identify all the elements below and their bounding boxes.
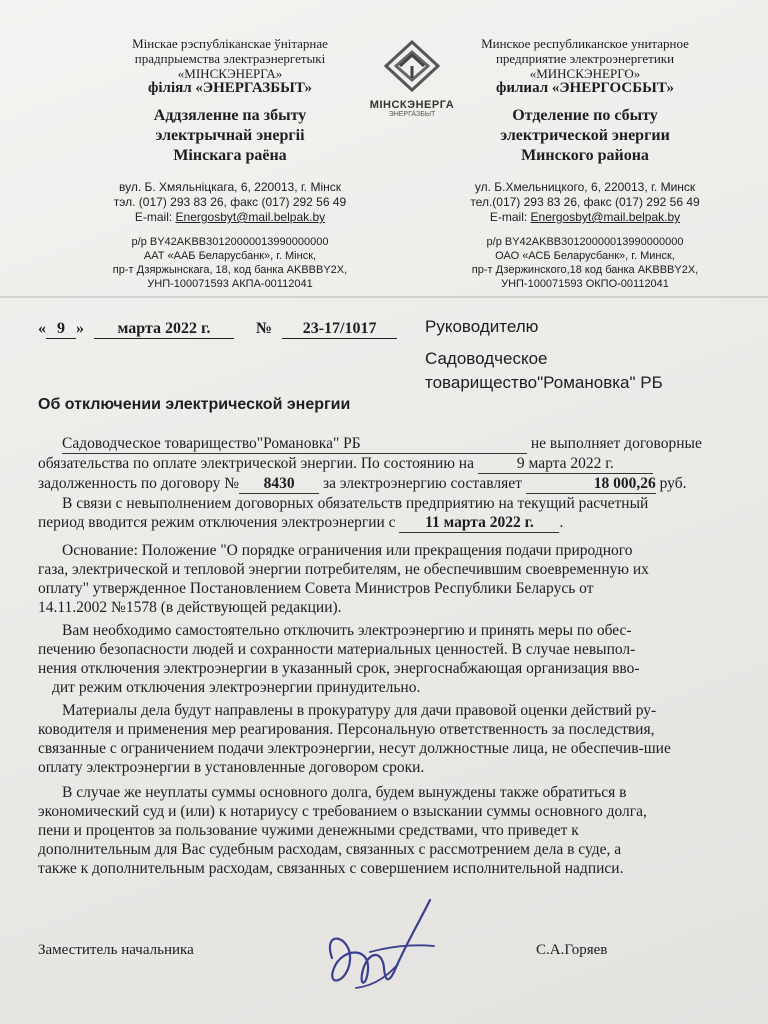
header-russian (435, 36, 735, 291)
contract-no-sign: № (224, 475, 240, 492)
disconnection-date: 11 марта 2022 г. (399, 513, 559, 533)
body-p4-line-1: Вам необходимо самостоятельно отключить электроэнергию и принять меры по обес- (62, 622, 632, 639)
body-p3-line-3: оплату" утвержденное Постановлением Совета Министров Республики Беларусь от (38, 580, 594, 597)
header-by-line-2: прадпрыемства электраэнергетыкі (134, 51, 326, 66)
body-paragraph-4 (38, 621, 738, 697)
body-p4-line-4: дит режим отключения электроэнергии принудительно. (52, 679, 421, 696)
header-by-addr-2: тэл. (017) 293 83 26, факс (017) 292 56 49 (113, 195, 347, 209)
header-by-email-label: E-mail: (134, 210, 176, 224)
header-ru-bank-1: р/р BY42AKBB30120000013990000000 (486, 236, 684, 248)
signatory-role: Заместитель начальника (38, 942, 194, 958)
body-p4-line-2: печению безопасности людей и сохранности материальных ценностей. В случае невыпол- (38, 641, 636, 658)
date-month-year: марта 2022 г. (94, 320, 234, 339)
header-by-addr-1: вул. Б. Хмяльніцкага, 6, 220013, г. Мінск (118, 180, 342, 194)
header-by-dept-2: электрычнай энергіі (155, 127, 305, 144)
header-by-bank-3: пр-т Дзяржынскага, 18, код банка AKBBBY2X, (112, 264, 348, 276)
header-ru-line-1: Минское республиканское унитарное (481, 36, 689, 51)
header-by-bank (60, 235, 400, 291)
body-p2-text-b: период вводится режим отключения электроэнергии с (38, 514, 396, 531)
header-ru-bank (435, 235, 735, 291)
addressee-title: Руководителю (425, 317, 539, 336)
header-ru-branch: филиал «ЭНЕРГОСБЫТ» (495, 80, 674, 96)
body-p1-text-a: не выполняет договорные (530, 435, 702, 452)
letter-date-number (38, 320, 397, 339)
logo-subtitle: ЭНЕРГАЗБЫТ (388, 111, 436, 118)
header-ru-dept-1: Отделение по сбыту (512, 107, 658, 124)
body-p6-line-1: В случае же неуплаты суммы основного долга, будем вынуждены также обратиться в (62, 784, 627, 801)
letter-number: 23-17/1017 (282, 320, 397, 339)
header-ru-dept-3: Минского района (521, 147, 649, 164)
header-belarusian (60, 36, 400, 291)
header-by-email-link[interactable]: Energosbyt@mail.belpak.by (175, 210, 326, 224)
header-ru-line-3: «МИНСКЭНЕРГО» (529, 66, 641, 81)
header-ru-dept-2: электрической энергии (500, 127, 670, 144)
date-day: 9 (46, 320, 76, 339)
body-p1-text-d: за электроэнергию составляет (322, 475, 522, 492)
body-p3-line-4: 14.11.2002 №1578 (в действующей редакции). (38, 599, 342, 616)
header-by-bank-2: ААТ «ААБ Беларусбанк», г. Мінск, (143, 250, 317, 262)
header-ru-line-2: предприятие электроэнергетики (495, 51, 675, 66)
body-p1-text-b: обязательства по оплате электрической энергии. По состоянию на (38, 455, 474, 472)
header-ru-bank-4: УНП-100071593 ОКПО-00112041 (501, 278, 669, 290)
body-p4-line-3: нения отключения электроэнергии в указанный срок, энергоснабжающая организация вво- (38, 660, 640, 677)
body-p6-line-4: дополнительным для Вас судебным расходам, связанных с рассмотрением дела в суде, а (38, 841, 622, 858)
header-ru-email-label: E-mail: (489, 210, 531, 224)
body-p1-line-2 (38, 454, 738, 474)
header-by-branch: філіял «ЭНЕРГАЗБЫТ» (148, 80, 312, 96)
body-p2-line-2 (38, 513, 738, 533)
body-paragraph-5 (38, 701, 738, 777)
header-by-email-line (60, 210, 400, 225)
fold-line (0, 296, 768, 298)
contract-number: 8430 (239, 474, 319, 494)
body-p5-line-3: связанные с ограничением подачи электроэнергии, несут должностные лица, не обеспечив-шие (38, 740, 671, 757)
date-close-quote: » (76, 320, 84, 337)
currency-label: руб. (659, 475, 687, 492)
header-ru-address (435, 180, 735, 225)
addressee-org-2: товарищество"Романовка" РБ (425, 373, 663, 392)
body-p1-line-1 (62, 434, 738, 454)
body-p2-dot: . (559, 514, 564, 531)
body-p5-line-1: Материалы дела будут направлены в прокуратуру для дачи правовой оценки действий ру- (62, 702, 657, 719)
header-by-bank-4: УНП-100071593 АКПА-00112041 (147, 278, 313, 290)
header-by-line-3: «МІНСКЭНЕРГА» (177, 66, 283, 81)
number-sign: № (256, 320, 273, 337)
body-p3-line-1: Основание: Положение "О порядке ограничения или прекращения подачи природного (62, 542, 633, 559)
logo-name: МІНСКЭНЕРГА (369, 99, 455, 111)
body-p5-line-4: оплату электроэнергии в установленные договором сроки. (38, 759, 425, 776)
header-ru-bank-2: ОАО «АСБ Беларусбанк», г. Минск, (495, 250, 675, 262)
letter-subject: Об отключении электрической энергии (38, 396, 351, 413)
header-ru-email-link[interactable]: Energosbyt@mail.belpak.by (530, 210, 681, 224)
body-p6-line-5: также к дополнительным расходам, связанных с совершением исполнительной надписи. (38, 860, 624, 877)
header-ru-addr-2: тел.(017) 293 83 26, факс (017) 292 56 49 (470, 195, 700, 209)
body-p1-text-c: задолженность по договору (38, 475, 221, 492)
letter-body (38, 434, 738, 878)
header-ru-bank-3: пр-т Дзержинского,18 код банка AKBBBY2X, (471, 264, 699, 276)
addressee-block (425, 315, 745, 395)
signatory-name: С.А.Горяев (536, 942, 608, 958)
header-by-address (60, 180, 400, 225)
header-by-bank-1: р/р BY42AKBB30120000013990000000 (131, 236, 329, 248)
body-paragraph-3 (38, 541, 738, 617)
header-by-line-1: Мінскае рэспубліканскае ўнітарнае (132, 36, 328, 51)
status-date: 9 марта 2022 г. (478, 454, 653, 474)
header-ru-department (435, 106, 735, 166)
header-by-dept-1: Аддзяленне па збыту (153, 107, 307, 124)
header-by-dept-3: Мінскага раёна (173, 147, 287, 164)
header-ru-email-line (435, 210, 735, 225)
debt-amount: 18 000,26 (526, 474, 656, 494)
body-p5-line-2: ководителя и применения мер реагирования. Персональную ответственность за последствия, (38, 721, 655, 738)
body-p6-line-2: экономический суд и (или) к нотариусу с требованием о взыскании суммы основного долга, (38, 803, 647, 820)
header-by-department (60, 106, 400, 166)
date-open-quote: « (38, 320, 46, 337)
body-p6-line-3: пени и процентов за пользование чужими денежными средствами, что приведет к (38, 822, 579, 839)
body-paragraph-6 (38, 783, 738, 878)
handwritten-signature (312, 888, 452, 1008)
body-p2-line-1: В связи с невыполнением договорных обязательств предприятию на текущий расчетный (62, 495, 649, 512)
body-p1-line-3 (38, 474, 738, 494)
header-ru-addr-1: ул. Б.Хмельницкого, 6, 220013, г. Минск (474, 180, 696, 194)
debtor-name: Садоводческое товарищество"Романовка" РБ (62, 434, 527, 454)
body-p3-line-2: газа, электрической и тепловой энергии потребителям, не обеспечившим своевременную их (38, 561, 649, 578)
addressee-org-1: Садоводческое (425, 349, 548, 368)
logo-emblem-icon (384, 40, 440, 92)
